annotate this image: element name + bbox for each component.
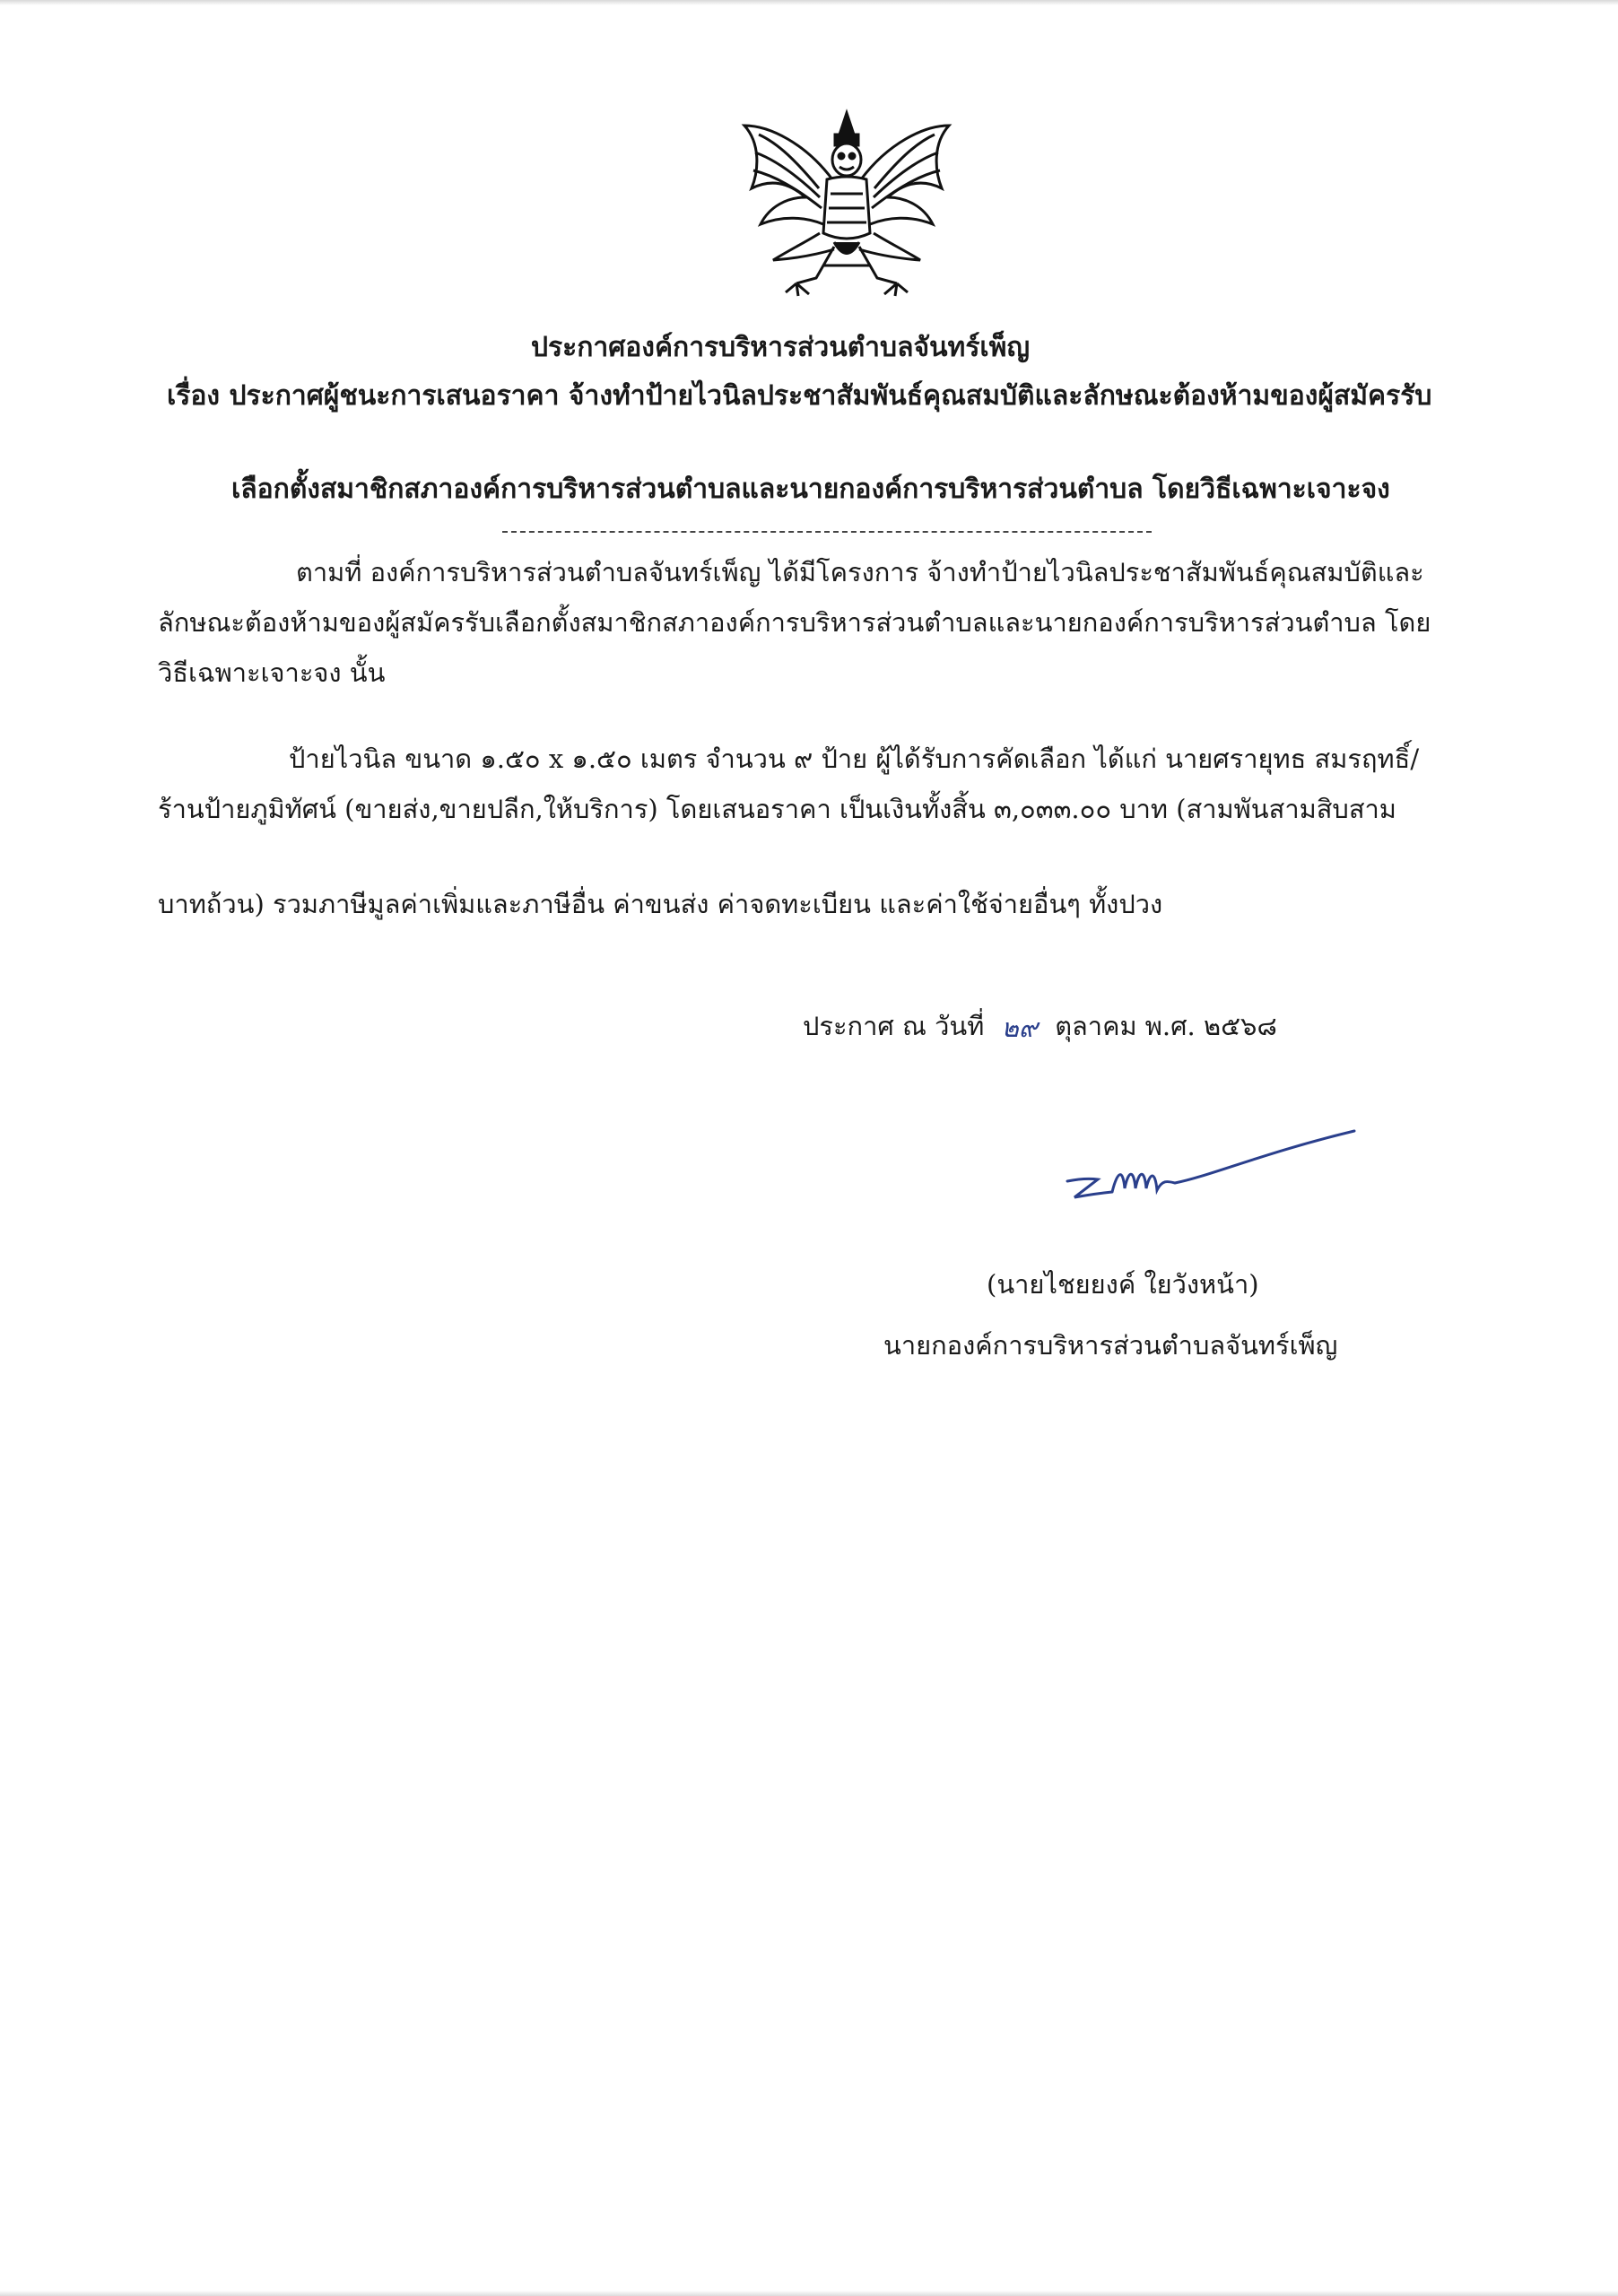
scan-top-edge <box>0 0 1618 5</box>
paragraph1-line2: ลักษณะต้องห้ามของผู้สมัครรับเลือกตั้งสมาชิกสภาองค์การบริหารส่วนตำบลและนายกองค์การบริหารส่วนตำบล โดย <box>158 607 1431 638</box>
signatory-name: (นายไชยยงค์ ใยวังหน้า) <box>987 1269 1259 1300</box>
announcement-subject-line1: เรื่อง ประกาศผู้ชนะการเสนอราคา จ้างทำป้ายไวนิลประชาสัมพันธ์คุณสมบัติและลักษณะต้องห้ามของผู้สมัครรับ <box>167 380 1432 412</box>
paragraph1-line1: ตามที่ องค์การบริหารส่วนตำบลจันทร์เพ็ญ ได้มีโครงการ จ้างทำป้ายไวนิลประชาสัมพันธ์คุณสมบัติและ <box>296 557 1424 587</box>
garuda-emblem-icon <box>734 108 960 309</box>
paragraph2-line2: ร้านป้ายภูมิทัศน์ (ขายส่ง,ขายปลีก,ให้บริการ) โดยเสนอราคา เป็นเงินทั้งสิ้น ๓,๐๓๓.๐๐ บาท (สามพันสามสิบสาม <box>158 794 1396 824</box>
announcement-date <box>803 1006 1277 1046</box>
paragraph1-line3: วิธีเฉพาะเจาะจง นั้น <box>158 657 386 688</box>
signature-icon <box>1058 1126 1359 1215</box>
separator-line <box>502 531 1152 533</box>
date-day-handwritten: ๒๙ <box>1001 1013 1038 1043</box>
date-month-year: ตุลาคม พ.ศ. ๒๕๖๘ <box>1055 1011 1277 1041</box>
paragraph2-line1: ป้ายไวนิล ขนาด ๑.๕๐ x ๑.๕๐ เมตร จำนวน ๙ ป้าย ผู้ได้รับการคัดเลือก ได้แก่ นายศรายุทธ สมรฤทธิ์/ <box>289 744 1420 774</box>
scan-bottom-edge <box>0 2291 1618 2296</box>
announcement-subject-line2: เลือกตั้งสมาชิกสภาองค์การบริหารส่วนตำบลและนายกองค์การบริหารส่วนตำบล โดยวิธีเฉพาะเจาะจง <box>231 474 1390 505</box>
paragraph2-line3: บาทถ้วน) รวมภาษีมูลค่าเพิ่มและภาษีอื่น ค่าขนส่ง ค่าจดทะเบียน และค่าใช้จ่ายอื่นๆ ทั้งปวง <box>158 889 1163 919</box>
date-prefix: ประกาศ ณ วันที่ <box>803 1011 985 1041</box>
signatory-title: นายกองค์การบริหารส่วนตำบลจันทร์เพ็ญ <box>883 1330 1338 1361</box>
announcement-title: ประกาศองค์การบริหารส่วนตำบลจันทร์เพ็ญ <box>530 332 1031 363</box>
